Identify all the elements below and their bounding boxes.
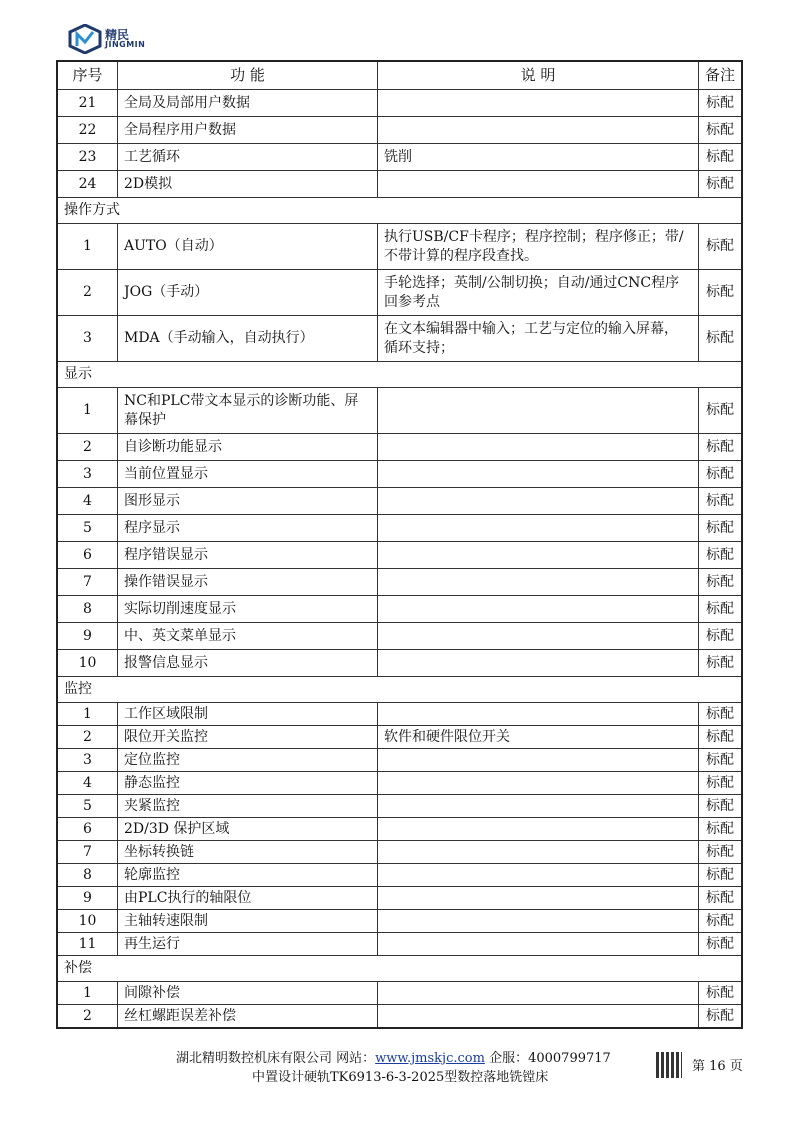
table-row — [57, 488, 742, 515]
row-no: 10 — [57, 650, 118, 677]
table-row — [57, 772, 742, 795]
row-no: 2 — [57, 434, 118, 461]
row-description — [378, 596, 699, 623]
row-function: 定位监控 — [118, 749, 378, 772]
company-logo — [68, 24, 145, 54]
table-row — [57, 515, 742, 542]
row-remark: 标配 — [699, 623, 743, 650]
row-no: 23 — [57, 144, 118, 171]
row-remark: 标配 — [699, 726, 743, 749]
row-function: 实际切削速度显示 — [118, 596, 378, 623]
footer-site-link[interactable]: www.jmskjc.com — [375, 1051, 485, 1066]
section-row — [57, 677, 742, 703]
row-function: 再生运行 — [118, 933, 378, 956]
row-function: MDA（手动输入，自动执行） — [118, 316, 378, 362]
row-description — [378, 749, 699, 772]
row-description: 软件和硬件限位开关 — [378, 726, 699, 749]
row-description — [378, 542, 699, 569]
header-no: 序号 — [57, 61, 118, 90]
row-function: 夹紧监控 — [118, 795, 378, 818]
row-no: 6 — [57, 818, 118, 841]
row-no: 24 — [57, 171, 118, 198]
row-function: 坐标转换链 — [118, 841, 378, 864]
footer-site-label: 网站： — [336, 1051, 376, 1066]
row-remark: 标配 — [699, 270, 743, 316]
table-row — [57, 1005, 742, 1029]
section-row — [57, 198, 742, 224]
row-remark: 标配 — [699, 434, 743, 461]
row-function: 2D模拟 — [118, 171, 378, 198]
row-function: 中、英文菜单显示 — [118, 623, 378, 650]
row-description — [378, 623, 699, 650]
row-function: NC和PLC带文本显示的诊断功能、屏幕保护 — [118, 388, 378, 434]
row-description — [378, 841, 699, 864]
row-description — [378, 795, 699, 818]
row-function: 图形显示 — [118, 488, 378, 515]
table-row — [57, 171, 742, 198]
row-description: 铣削 — [378, 144, 699, 171]
row-no: 5 — [57, 795, 118, 818]
table-row — [57, 596, 742, 623]
row-no: 3 — [57, 316, 118, 362]
row-no: 1 — [57, 224, 118, 270]
row-no: 4 — [57, 772, 118, 795]
row-description — [378, 388, 699, 434]
row-remark: 标配 — [699, 144, 743, 171]
table-row — [57, 795, 742, 818]
table-row — [57, 887, 742, 910]
row-function: 静态监控 — [118, 772, 378, 795]
table-row — [57, 461, 742, 488]
table-header — [57, 61, 742, 90]
table-row — [57, 569, 742, 596]
table-row — [57, 818, 742, 841]
row-remark: 标配 — [699, 749, 743, 772]
row-remark: 标配 — [699, 569, 743, 596]
row-description — [378, 772, 699, 795]
row-remark: 标配 — [699, 461, 743, 488]
table-row — [57, 726, 742, 749]
row-function: 丝杠螺距误差补偿 — [118, 1005, 378, 1029]
table-row — [57, 270, 742, 316]
row-no: 11 — [57, 933, 118, 956]
row-description — [378, 887, 699, 910]
row-description: 手轮选择；英制/公制切换；自动/通过CNC程序回参考点 — [378, 270, 699, 316]
table-row — [57, 864, 742, 887]
row-remark: 标配 — [699, 316, 743, 362]
row-remark: 标配 — [699, 596, 743, 623]
row-function: 操作错误显示 — [118, 569, 378, 596]
row-function: 工作区域限制 — [118, 703, 378, 726]
row-no: 2 — [57, 1005, 118, 1029]
row-function: 报警信息显示 — [118, 650, 378, 677]
row-remark: 标配 — [699, 90, 743, 117]
row-no: 10 — [57, 910, 118, 933]
row-description — [378, 703, 699, 726]
row-function: 程序错误显示 — [118, 542, 378, 569]
row-function: JOG（手动） — [118, 270, 378, 316]
header-description: 说 明 — [378, 61, 699, 90]
section-row — [57, 956, 742, 982]
footer-line-1 — [176, 1047, 611, 1066]
row-function: AUTO（自动） — [118, 224, 378, 270]
table-row — [57, 650, 742, 677]
footer-service-label: 企服： — [489, 1051, 529, 1066]
row-function: 自诊断功能显示 — [118, 434, 378, 461]
row-remark: 标配 — [699, 933, 743, 956]
table-row — [57, 841, 742, 864]
section-row — [57, 362, 742, 388]
row-no: 2 — [57, 270, 118, 316]
row-remark: 标配 — [699, 864, 743, 887]
row-description — [378, 90, 699, 117]
row-function: 程序显示 — [118, 515, 378, 542]
row-function: 间隙补偿 — [118, 982, 378, 1005]
table-row — [57, 542, 742, 569]
header-remark: 备注 — [699, 61, 743, 90]
table-row — [57, 144, 742, 171]
row-function: 限位开关监控 — [118, 726, 378, 749]
table-row — [57, 434, 742, 461]
row-description — [378, 171, 699, 198]
row-description — [378, 1005, 699, 1029]
row-function: 2D/3D 保护区域 — [118, 818, 378, 841]
row-description — [378, 461, 699, 488]
row-remark: 标配 — [699, 703, 743, 726]
row-no: 7 — [57, 569, 118, 596]
spec-table — [56, 60, 743, 1029]
table-row — [57, 90, 742, 117]
row-function: 全局程序用户数据 — [118, 117, 378, 144]
row-remark: 标配 — [699, 818, 743, 841]
row-no: 8 — [57, 864, 118, 887]
row-remark: 标配 — [699, 388, 743, 434]
row-remark: 标配 — [699, 515, 743, 542]
row-function: 当前位置显示 — [118, 461, 378, 488]
footer-company: 湖北精明数控机床有限公司 — [176, 1051, 333, 1066]
section-title: 监控 — [57, 677, 742, 703]
row-no: 1 — [57, 388, 118, 434]
row-no: 5 — [57, 515, 118, 542]
table-row — [57, 117, 742, 144]
row-description — [378, 933, 699, 956]
row-no: 8 — [57, 596, 118, 623]
row-remark: 标配 — [699, 224, 743, 270]
row-remark: 标配 — [699, 1005, 743, 1029]
row-remark: 标配 — [699, 650, 743, 677]
row-remark: 标配 — [699, 795, 743, 818]
row-no: 1 — [57, 982, 118, 1005]
row-remark: 标配 — [699, 841, 743, 864]
row-no: 9 — [57, 623, 118, 650]
row-description — [378, 982, 699, 1005]
row-description — [378, 488, 699, 515]
row-no: 22 — [57, 117, 118, 144]
row-description — [378, 818, 699, 841]
row-no: 9 — [57, 887, 118, 910]
row-function: 轮廓监控 — [118, 864, 378, 887]
row-function: 工艺循环 — [118, 144, 378, 171]
row-function: 主轴转速限制 — [118, 910, 378, 933]
row-no: 1 — [57, 703, 118, 726]
table-row — [57, 224, 742, 270]
row-remark: 标配 — [699, 171, 743, 198]
footer-service: 4000799717 — [528, 1051, 611, 1066]
row-description — [378, 650, 699, 677]
row-remark: 标配 — [699, 982, 743, 1005]
row-description — [378, 515, 699, 542]
row-description — [378, 569, 699, 596]
page-number: 第 16 页 — [692, 1059, 743, 1074]
row-remark: 标配 — [699, 887, 743, 910]
row-no: 3 — [57, 749, 118, 772]
table-row — [57, 749, 742, 772]
table-row — [57, 910, 742, 933]
table-row — [57, 982, 742, 1005]
footer-doc-title: 中置设计硬轨TK6913-6-3-2025型数控落地铣镗床 — [252, 1070, 549, 1085]
row-no: 6 — [57, 542, 118, 569]
row-description — [378, 910, 699, 933]
row-no: 2 — [57, 726, 118, 749]
table-row — [57, 623, 742, 650]
header-function: 功 能 — [118, 61, 378, 90]
row-remark: 标配 — [699, 117, 743, 144]
row-no: 7 — [57, 841, 118, 864]
table-row — [57, 933, 742, 956]
qr-code-icon — [656, 1052, 682, 1078]
row-remark: 标配 — [699, 772, 743, 795]
row-remark: 标配 — [699, 910, 743, 933]
section-title: 操作方式 — [57, 198, 742, 224]
table-row — [57, 388, 742, 434]
table-row — [57, 703, 742, 726]
row-description — [378, 117, 699, 144]
section-title: 显示 — [57, 362, 742, 388]
row-function: 全局及局部用户数据 — [118, 90, 378, 117]
logo-cn: 精民 — [105, 28, 130, 42]
row-function: 由PLC执行的轴限位 — [118, 887, 378, 910]
row-remark: 标配 — [699, 542, 743, 569]
logo-hexagon-icon — [68, 24, 102, 54]
row-description — [378, 434, 699, 461]
row-description — [378, 864, 699, 887]
section-title: 补偿 — [57, 956, 742, 982]
table-row — [57, 316, 742, 362]
row-no: 3 — [57, 461, 118, 488]
row-remark: 标配 — [699, 488, 743, 515]
row-no: 4 — [57, 488, 118, 515]
row-description: 在文本编辑器中输入；工艺与定位的输入屏幕， 循环支持； — [378, 316, 699, 362]
row-description: 执行USB/CF卡程序；程序控制；程序修正；带/不带计算的程序段查找。 — [378, 224, 699, 270]
row-no: 21 — [57, 90, 118, 117]
logo-en: JINGMIN — [105, 40, 146, 49]
